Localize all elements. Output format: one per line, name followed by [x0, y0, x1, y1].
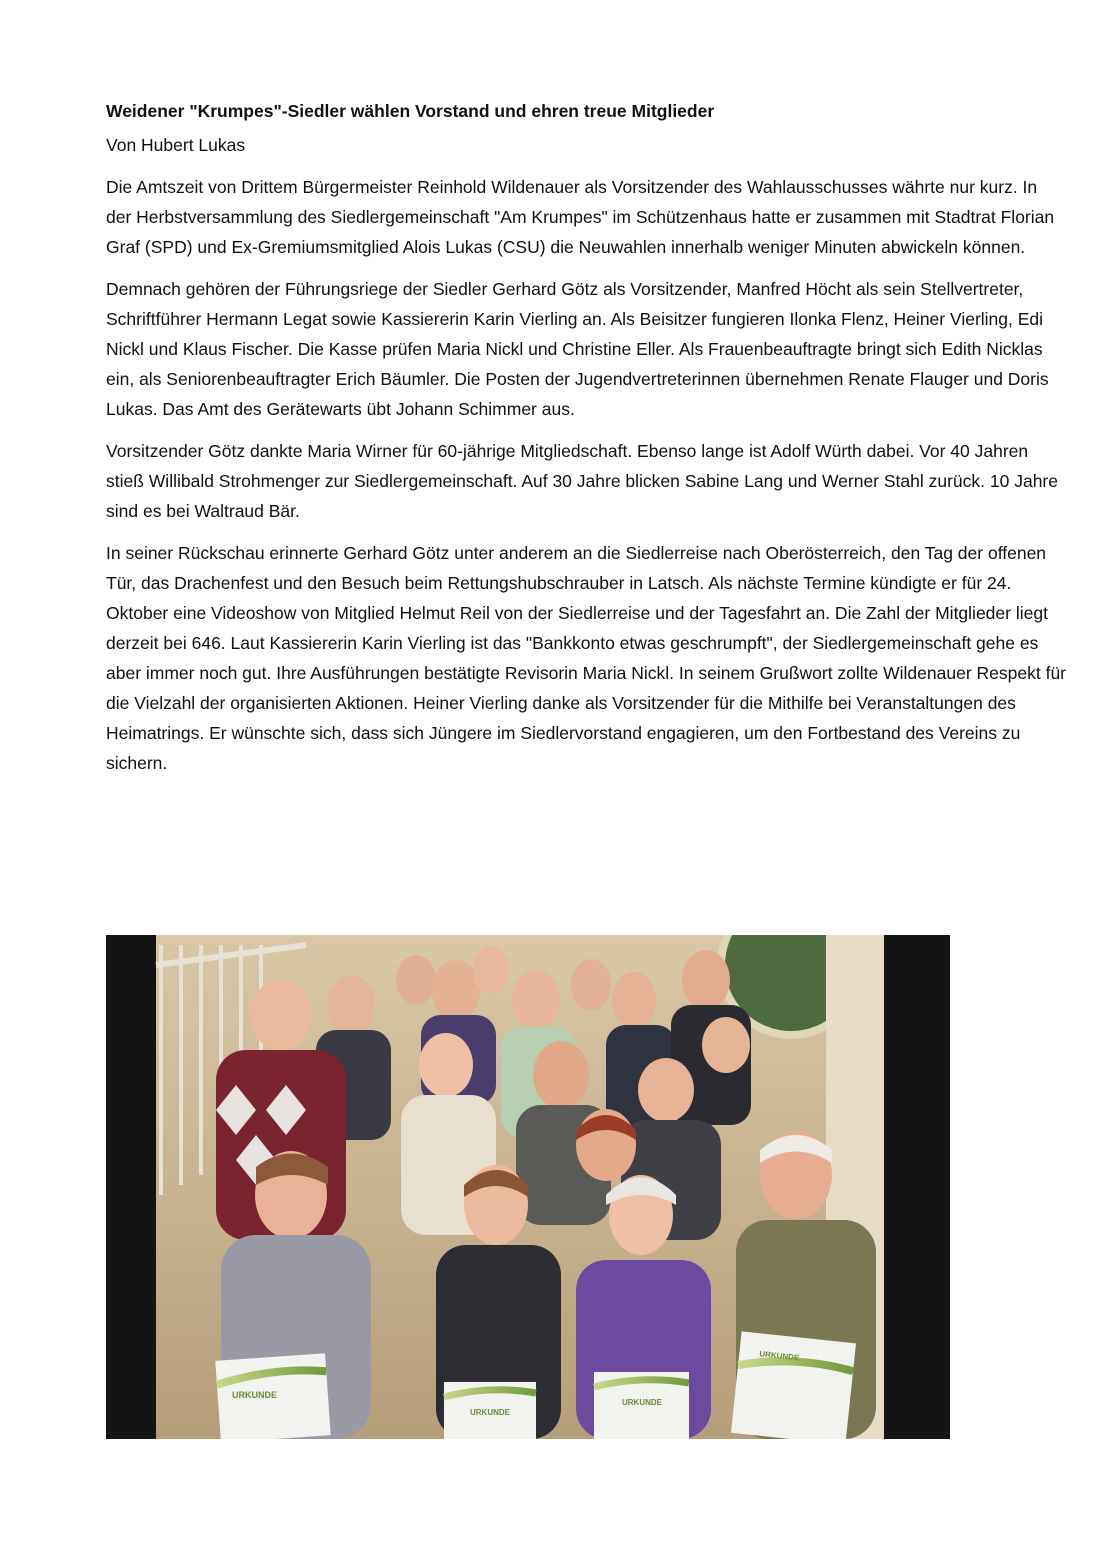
certificate	[731, 1331, 856, 1439]
certificate-title: URKUNDE	[622, 1398, 662, 1407]
certificate-title: URKUNDE	[232, 1390, 277, 1400]
certificate	[444, 1382, 536, 1439]
article	[106, 96, 1066, 790]
certificate-title: URKUNDE	[470, 1408, 510, 1417]
article-paragraph: Vorsitzender Götz dankte Maria Wirner für 60-jährige Mitgliedschaft. Ebenso lange ist Adolf Würth dabei. Vor 40 Jahren stieß Willibald Strohmenger zur Siedlergemeinschaft. Auf 30 Jahre blicken Sabine Lang und Werner Stahl zurück. 10 Jahre sind es bei Waltraud Bär.	[106, 441, 1058, 521]
article-headline: Weidener "Krumpes"-Siedler wählen Vorstand und ehren treue Mitglieder	[106, 101, 715, 121]
certificate-title: URKUNDE	[758, 1349, 800, 1363]
article-paragraph: In seiner Rückschau erinnerte Gerhard Götz unter anderem an die Siedlerreise nach Oberösterreich, den Tag der offenen Tür, das Drachenfest und den Besuch beim Rettungshubschrauber in Latsch. Als nächste Termine kündigte er für 24. Oktober eine Videoshow von Mitglied Helmut Reil von der Siedlerreise und der Tagesfahrt an. Die Zahl der Mitglieder liegt derzeit bei 646. Laut Kassiererin Karin Vierling ist das "Bankkonto etwas geschrumpft", der Siedlergemeinschaft gehe es aber immer noch gut. Ihre Ausführungen bestätigte Revisorin Maria Nickl. In seinem Grußwort zollte Wildenauer Respekt für die Vielzahl der organisierten Aktionen. Heiner Vierling danke als Vorsitzender für die Mithilfe bei Veranstaltungen des Heimatrings. Er wünschte sich, dass sich Jüngere im Siedlervorstand engagieren, um den Fortbestand des Vereins zu sichern.	[106, 543, 1067, 773]
article-paragraph: Die Amtszeit von Drittem Bürgermeister Reinhold Wildenauer als Vorsitzender des Wahlausschusses währte nur kurz. In der Herbstversammlung des Siedlergemeinschaft "Am Krumpes" im Schützenhaus hatte er zusammen mit Stadtrat Florian Graf (SPD) und Ex-Gremiumsmitglied Alois Lukas (CSU) die Neuwahlen innerhalb weniger Minuten abwickeln können.	[106, 177, 1055, 257]
certificate	[215, 1353, 330, 1439]
certificate	[594, 1372, 689, 1439]
group-photo-illustration	[106, 935, 950, 1439]
article-paragraph: Demnach gehören der Führungsriege der Siedler Gerhard Götz als Vorsitzender, Manfred Höcht als sein Stellvertreter, Schriftführer Hermann Legat sowie Kassiererin Karin Vierling an. Als Beisitzer fungieren Ilonka Flenz, Heiner Vierling, Edi Nickl und Klaus Fischer. Die Kasse prüfen Maria Nickl und Christine Eller. Als Frauenbeauftragte bringt sich Edith Nicklas ein, als Seniorenbeauftragter Erich Bäumler. Die Posten der Jugendvertreterinnen übernehmen Renate Flauger und Doris Lukas. Das Amt des Gerätewarts übt Johann Schimmer aus.	[106, 279, 1049, 419]
group-photo	[106, 935, 950, 1439]
article-byline: Von Hubert Lukas	[106, 135, 246, 155]
